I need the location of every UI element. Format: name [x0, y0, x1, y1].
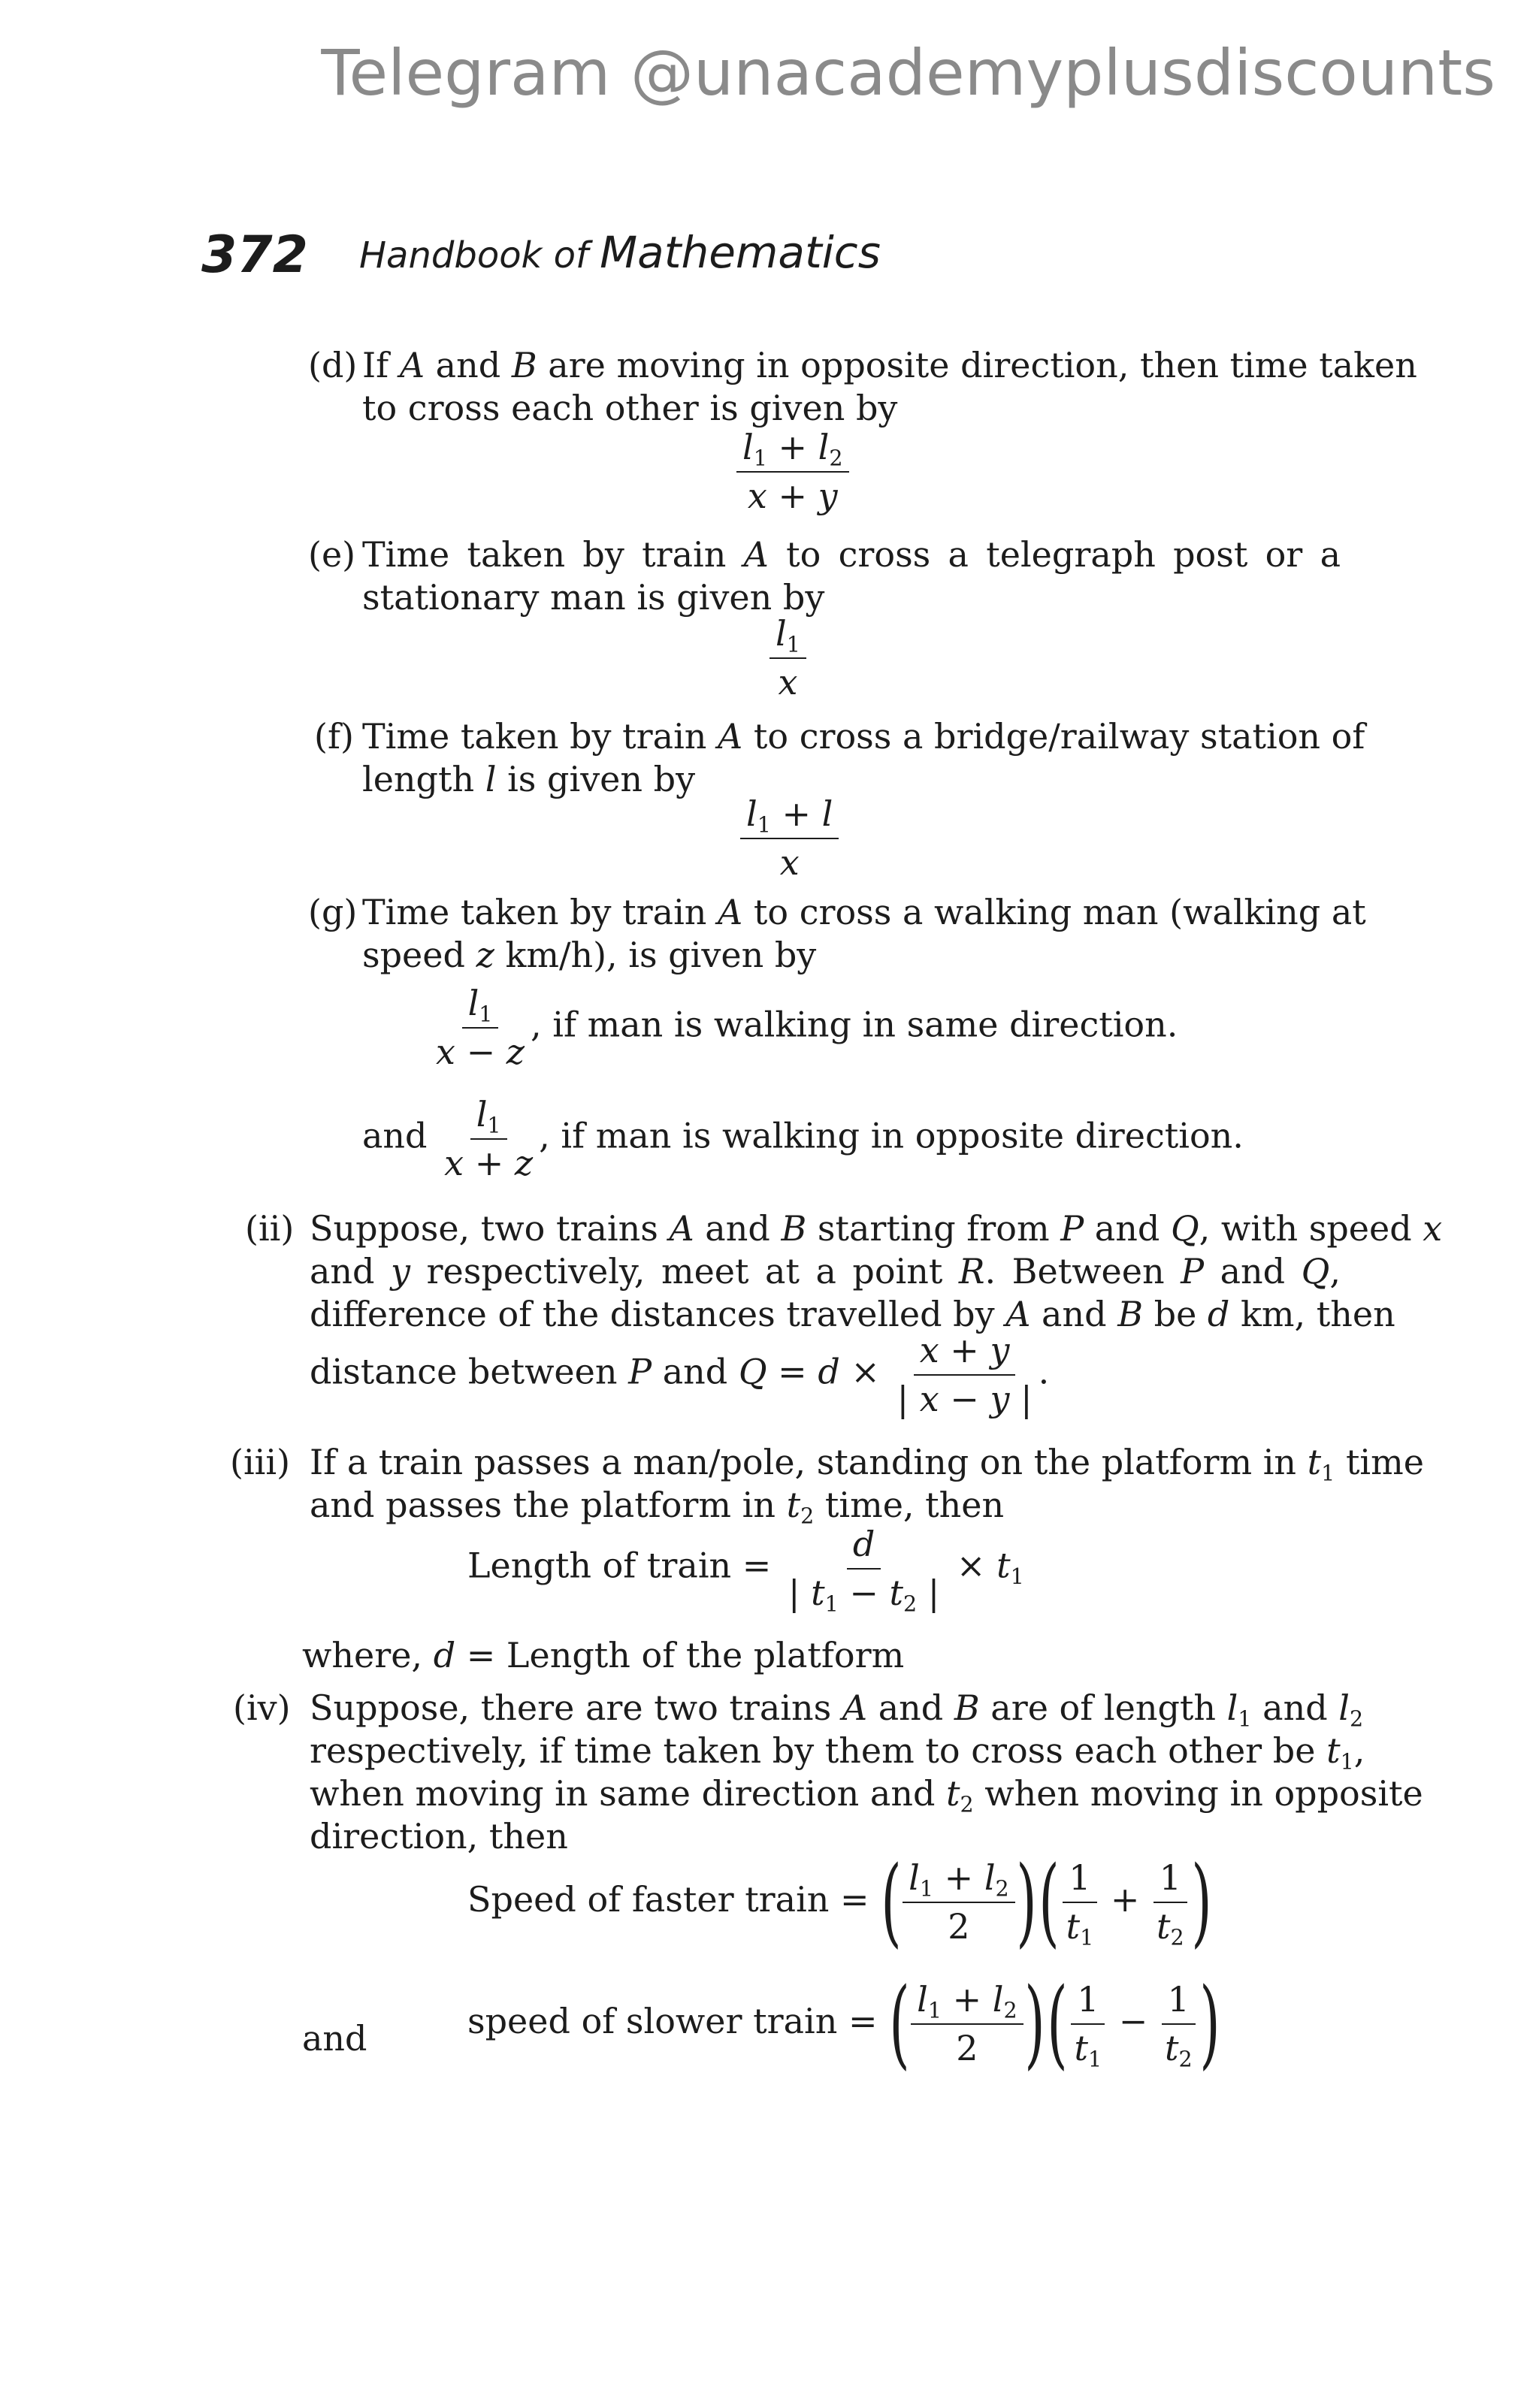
- item-iii-where: where, d = Length of the platform: [302, 1635, 905, 1675]
- formula-ii: distance between P and Q = d × $\frac{x + y}{| x - y |}$ .: [310, 1330, 1050, 1419]
- item-d-line1: If A and B are moving in opposite direction, then time taken: [362, 345, 1417, 385]
- item-e-line1: Time taken by train A to cross a telegraph post or a: [362, 534, 1341, 575]
- item-iii-line1: If a train passes a man/pole, standing on the platform in $t_1$ time: [310, 1442, 1424, 1486]
- formula-e: $\frac{l_1}{x}$: [770, 615, 806, 701]
- formula-g-opposite: and $\frac{l_1}{x + z}$ , if man is walking in opposite direction.: [362, 1094, 1244, 1183]
- item-iv-line1: Suppose, there are two trains A and B are of length $l_1$ and $l_2$: [310, 1687, 1364, 1732]
- watermark: Telegram @unacademyplusdiscounts: [321, 36, 1495, 110]
- item-marker: (e): [308, 534, 356, 575]
- page-header: [201, 225, 881, 285]
- item-iii-line2: and passes the platform in $t_2$ time, then: [310, 1485, 1005, 1529]
- item-ii-line1: Suppose, two trains A and B starting from P and Q, with speed x: [310, 1208, 1443, 1249]
- formula-g-same: $\frac{l_1}{x - z}$ , if man is walking in same direction.: [436, 983, 1178, 1072]
- item-marker: (iv): [233, 1687, 291, 1728]
- item-iv-line4: direction, then: [310, 1816, 568, 1857]
- formula-slower-train: speed of slower train = ( $\frac{l_1 + l_2}{2}$ )( $\frac{1}{t_1}$ − $\frac{1}{t_2}$ ): [467, 1968, 1220, 2080]
- item-g-line1: Time taken by train A to cross a walking man (walking at: [362, 892, 1366, 932]
- item-marker: (d): [308, 345, 358, 385]
- item-g-line2: speed z km/h), is given by: [362, 935, 817, 975]
- formula-iii: Length of train = $\frac{d}{| t_1 - t_2 |}$ × $t_1$: [467, 1524, 1024, 1617]
- formula-f: $\frac{l_1 + l}{x}$: [740, 795, 839, 881]
- item-iv-line3: when moving in same direction and $t_2$ when moving in opposite: [310, 1773, 1423, 1817]
- item-marker: (ii): [245, 1208, 295, 1249]
- item-marker: (iii): [230, 1442, 291, 1482]
- item-marker: (g): [308, 892, 358, 932]
- item-ii-line3: difference of the distances travelled by A and B be d km, then: [310, 1294, 1395, 1334]
- formula-faster-train: Speed of faster train = ( $\frac{l_1 + l_2}{2}$ )( $\frac{1}{t_1}$ + $\frac{1}{t_2}$ ): [467, 1846, 1212, 1958]
- item-f-line1: Time taken by train A to cross a bridge/railway station of: [362, 716, 1365, 757]
- item-e-line2: stationary man is given by: [362, 577, 825, 618]
- and-label: and: [302, 2018, 367, 2059]
- item-marker: (f): [314, 716, 354, 757]
- item-ii-line2: and y respectively, meet at a point R. Between P and Q,: [310, 1251, 1341, 1292]
- formula-d: $\frac{l_1 + l_2}{x + y}$: [736, 428, 849, 515]
- book-title: Handbook of Mathematics: [358, 227, 881, 278]
- item-f-line2: length l is given by: [362, 759, 696, 799]
- item-d-line2: to cross each other is given by: [362, 388, 898, 428]
- page-number: 372: [201, 225, 308, 285]
- item-iv-line2: respectively, if time taken by them to cross each other be $t_1$,: [310, 1730, 1365, 1775]
